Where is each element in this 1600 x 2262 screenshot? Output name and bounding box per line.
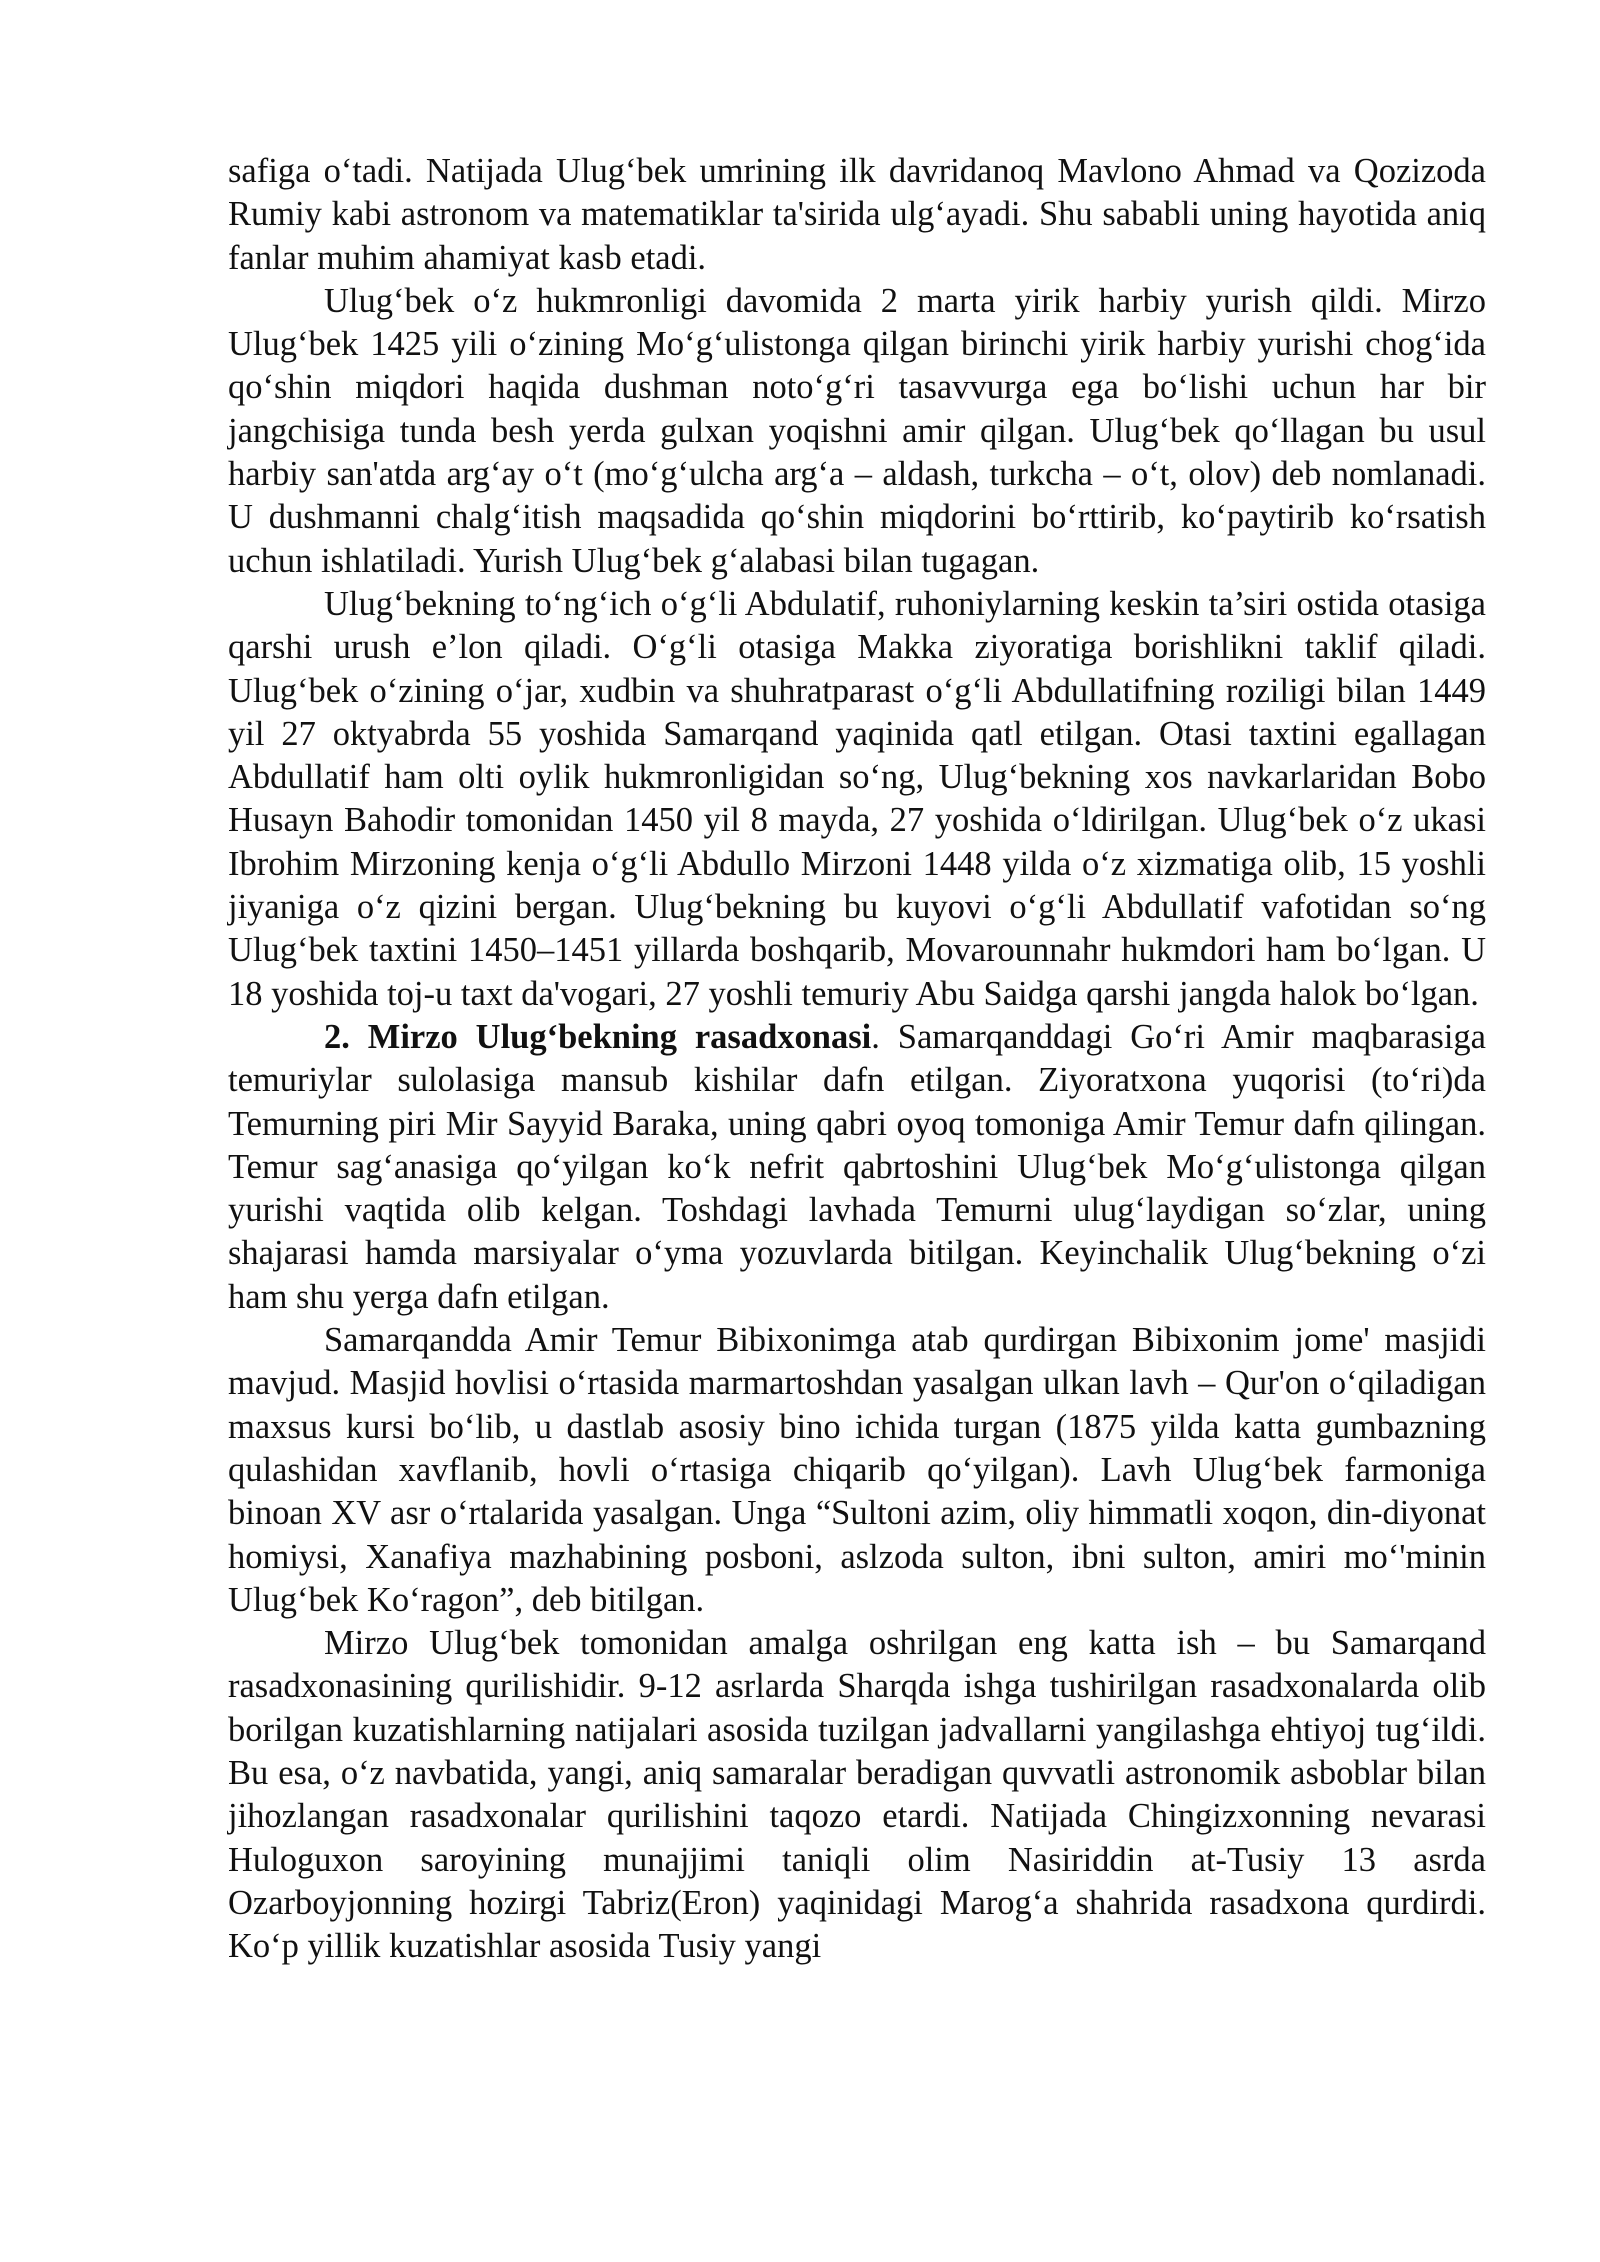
document-page bbox=[228, 150, 1486, 1968]
paragraph-4 bbox=[228, 1016, 1486, 1319]
paragraph-2: Ulug‘bek o‘z hukmronligi davomida 2 marta yirik harbiy yurish qildi. Mirzo Ulug‘bek 1425 yili o‘zining Mo‘g‘ulistonga qilgan birinchi yirik harbiy yurishi chog‘ida qo‘shin miqdori haqida dushman noto‘g‘ri tasavvurga ega bo‘lishi uchun har bir jangchisiga tunda besh yerda gulxan yoqishni amir qilgan. Ulug‘bek qo‘llagan bu usul harbiy san'atda arg‘ay o‘t (mo‘g‘ulcha arg‘a – aldash, turkcha – o‘t, olov) deb nomlanadi. U dushmanni chalg‘itish maqsadida qo‘shin miqdorini bo‘rttirib, ko‘paytirib ko‘rsatish uchun ishlatiladi. Yurish Ulug‘bek g‘alabasi bilan tugagan. bbox=[228, 281, 1486, 580]
paragraph-1: safiga o‘tadi. Natijada Ulug‘bek umrining ilk davridanoq Mavlono Ahmad va Qozizoda Rumiy kabi astronom va matematiklar ta'sirida ulg‘ayadi. Shu sababli uning hayotida aniq fanlar muhim ahamiyat kasb etadi. bbox=[228, 152, 1486, 277]
paragraph-6: Mirzo Ulug‘bek tomonidan amalga oshrilgan eng katta ish – bu Samarqand rasadxonasining qurilishidir. 9-12 asrlarda Sharqda ishga tushirilgan rasadxonalarda olib borilgan kuzatishlarning natijalari asosida tuzilgan jadvallarni yangilashga ehtiyoj tug‘ildi. Bu esa, o‘z navbatida, yangi, aniq samaralar beradigan quvvatli astronomik asboblar bilan jihozlangan rasadxonalar qurilishini taqozo etardi. Natijada Chingizxonning nevarasi Huloguxon saroyining munajjimi taniqli olim Nasiriddin at-Tusiy 13 asrda Ozarboyjonning hozirgi Tabriz(Eron) yaqinidagi Marog‘a shahrida rasadxona qurdirdi. Ko‘p yillik kuzatishlar asosida Tusiy yangi bbox=[228, 1624, 1486, 1966]
paragraph-3: Ulug‘bekning to‘ng‘ich o‘g‘li Abdulatif, ruhoniylarning keskin ta’siri ostida otasiga qarshi urush e’lon qiladi. O‘g‘li otasiga Makka ziyoratiga borishlikni taklif qiladi. Ulug‘bek o‘zining o‘jar, xudbin va shuhratparast o‘g‘li Abdullatifning roziligi bilan 1449 yil 27 oktyabrda 55 yoshida Samarqand yaqinida qatl etilgan. Otasi taxtini egallagan Abdullatif ham olti oylik hukmronligidan so‘ng, Ulug‘bekning xos navkarlaridan Bobo Husayn Bahodir tomonidan 1450 yil 8 mayda, 27 yoshida o‘ldirilgan. Ulug‘bek o‘z ukasi Ibrohim Mirzoning kenja o‘g‘li Abdullo Mirzoni 1448 yilda o‘z xizmatiga olib, 15 yoshli jiyaniga o‘z qizini bergan. Ulug‘bekning bu kuyovi o‘g‘li Abdullatif vafotidan so‘ng Ulug‘bek taxtini 1450–1451 yillarda boshqarib, Movarounnahr hukmdori ham bo‘lgan. U 18 yoshida toj-u taxt da'vogari, 27 yoshli temuriy Abu Saidga qarshi jangda halok bo‘lgan. bbox=[228, 584, 1486, 1013]
paragraph-4-body: . Samarqanddagi Go‘ri Amir maqbarasiga temuriylar sulolasiga mansub kishilar dafn etilgan. Ziyoratxona yuqorisi (to‘ri)da Temurning piri Mir Sayyid Baraka, uning qabri oyoq tomoniga Amir Temur dafn qilingan. Temur sag‘anasiga qo‘yilgan ko‘k nefrit qabrtoshini Ulug‘bek Mo‘g‘ulistonga qilgan yurishi vaqtida olib kelgan. Toshdagi lavhada Temurni ulug‘laydigan so‘zlar, uning shajarasi hamda marsiyalar o‘yma yozuvlarda bitilgan. Keyinchalik Ulug‘bekning o‘zi ham shu yerga dafn etilgan. bbox=[228, 1017, 1486, 1316]
section-heading: 2. Mirzo Ulug‘bekning rasadxonasi bbox=[324, 1017, 872, 1056]
paragraph-5: Samarqandda Amir Temur Bibixonimga atab qurdirgan Bibixonim jome' masjidi mavjud. Masjid hovlisi o‘rtasida marmartoshdan yasalgan ulkan lavh – Qur'on o‘qiladigan maxsus kursi bo‘lib, u dastlab asosiy bino ichida turgan (1875 yilda katta gumbazning qulashidan xavflanib, hovli o‘rtasiga chiqarib qo‘yilgan). Lavh Ulug‘bek farmoniga binoan XV asr o‘rtalarida yasalgan. Unga “Sultoni azim, oliy himmatli xoqon, din-diyonat homiysi, Xanafiya mazhabining posboni, aslzoda sulton, ibni sulton, amiri mo‘'minin Ulug‘bek Ko‘ragon”, deb bitilgan. bbox=[228, 1321, 1486, 1619]
